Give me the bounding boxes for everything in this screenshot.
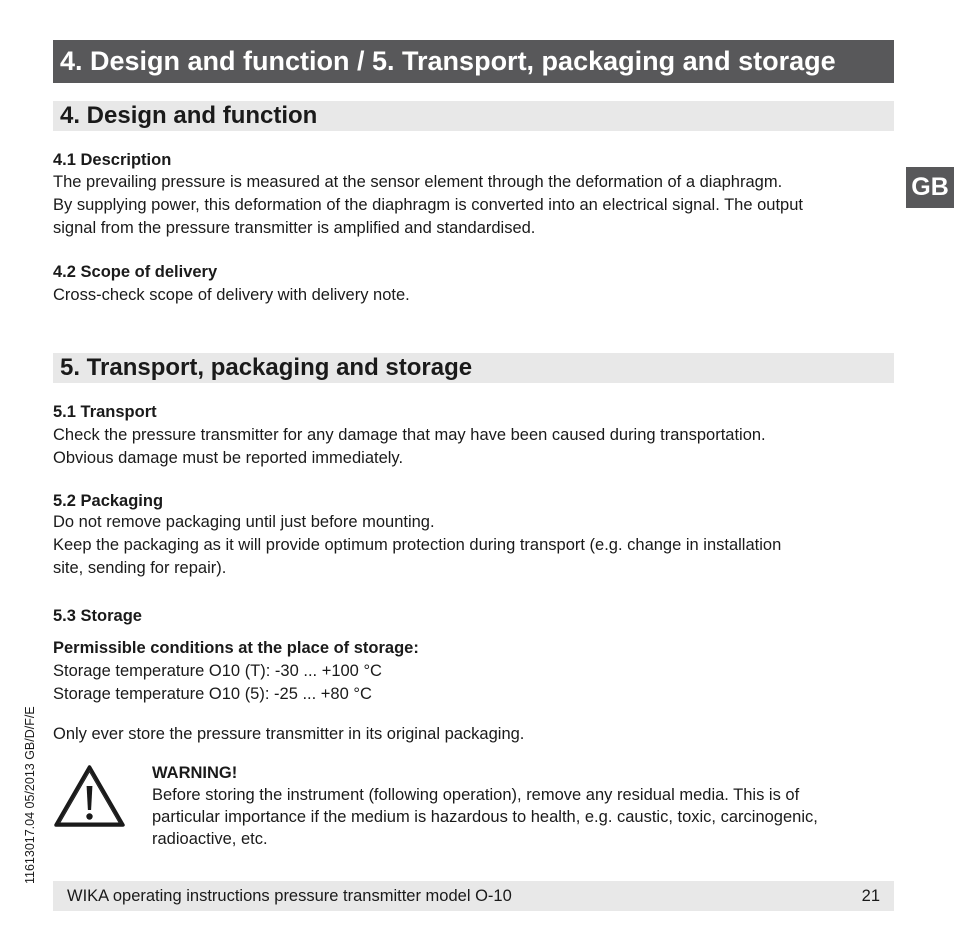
description-line: signal from the pressure transmitter is amplified and standardised. bbox=[53, 219, 536, 237]
page-number: 21 bbox=[861, 887, 880, 905]
storage-note bbox=[53, 723, 898, 746]
warning-text bbox=[152, 784, 894, 850]
storage-condition-line: Storage temperature O10 (5): -25 ... +80 °C bbox=[53, 685, 372, 703]
description-line: By supplying power, this deformation of the diaphragm is converted into an electrical signal. The output bbox=[53, 196, 803, 214]
transport-text bbox=[53, 424, 898, 470]
warning-line: radioactive, etc. bbox=[152, 830, 268, 848]
packaging-text bbox=[53, 511, 898, 580]
description-heading: 4.1 Description bbox=[53, 151, 172, 169]
language-tab-gb: GB bbox=[906, 167, 954, 208]
section-5-heading: 5. Transport, packaging and storage bbox=[53, 353, 894, 383]
page-title: 4. Design and function / 5. Transport, packaging and storage bbox=[53, 40, 894, 83]
warning-line: Before storing the instrument (following operation), remove any residual media. This is of bbox=[152, 786, 800, 804]
warning-title: WARNING! bbox=[152, 764, 238, 782]
transport-line: Check the pressure transmitter for any damage that may have been caused during transportation. bbox=[53, 426, 766, 444]
scope-heading: 4.2 Scope of delivery bbox=[53, 263, 218, 281]
scope-text bbox=[53, 284, 898, 307]
packaging-heading: 5.2 Packaging bbox=[53, 492, 164, 510]
packaging-line: Do not remove packaging until just before mounting. bbox=[53, 513, 435, 531]
footer bbox=[53, 881, 894, 911]
packaging-line: Keep the packaging as it will provide optimum protection during transport (e.g. change in installation bbox=[53, 536, 782, 554]
scope-line: Cross-check scope of delivery with delivery note. bbox=[53, 286, 410, 304]
description-line: The prevailing pressure is measured at the sensor element through the deformation of a diaphragm. bbox=[53, 173, 783, 191]
storage-condition-line: Storage temperature O10 (T): -30 ... +100 °C bbox=[53, 662, 382, 680]
section-4-heading: 4. Design and function bbox=[53, 101, 894, 131]
transport-line: Obvious damage must be reported immediately. bbox=[53, 449, 404, 467]
storage-note-line: Only ever store the pressure transmitter in its original packaging. bbox=[53, 725, 525, 743]
packaging-line: site, sending for repair). bbox=[53, 559, 227, 577]
document-code: 11613017.04 05/2013 GB/D/F/E bbox=[23, 706, 37, 884]
transport-heading: 5.1 Transport bbox=[53, 403, 157, 421]
storage-heading: 5.3 Storage bbox=[53, 607, 142, 625]
description-text bbox=[53, 171, 898, 240]
storage-conditions-heading: Permissible conditions at the place of storage: bbox=[53, 639, 419, 657]
storage-conditions-text bbox=[53, 660, 898, 706]
warning-line: particular importance if the medium is hazardous to health, e.g. caustic, toxic, carcinogenic, bbox=[152, 808, 818, 826]
footer-title: WIKA operating instructions pressure transmitter model O-10 bbox=[67, 887, 512, 905]
warning-triangle-icon bbox=[53, 764, 126, 828]
